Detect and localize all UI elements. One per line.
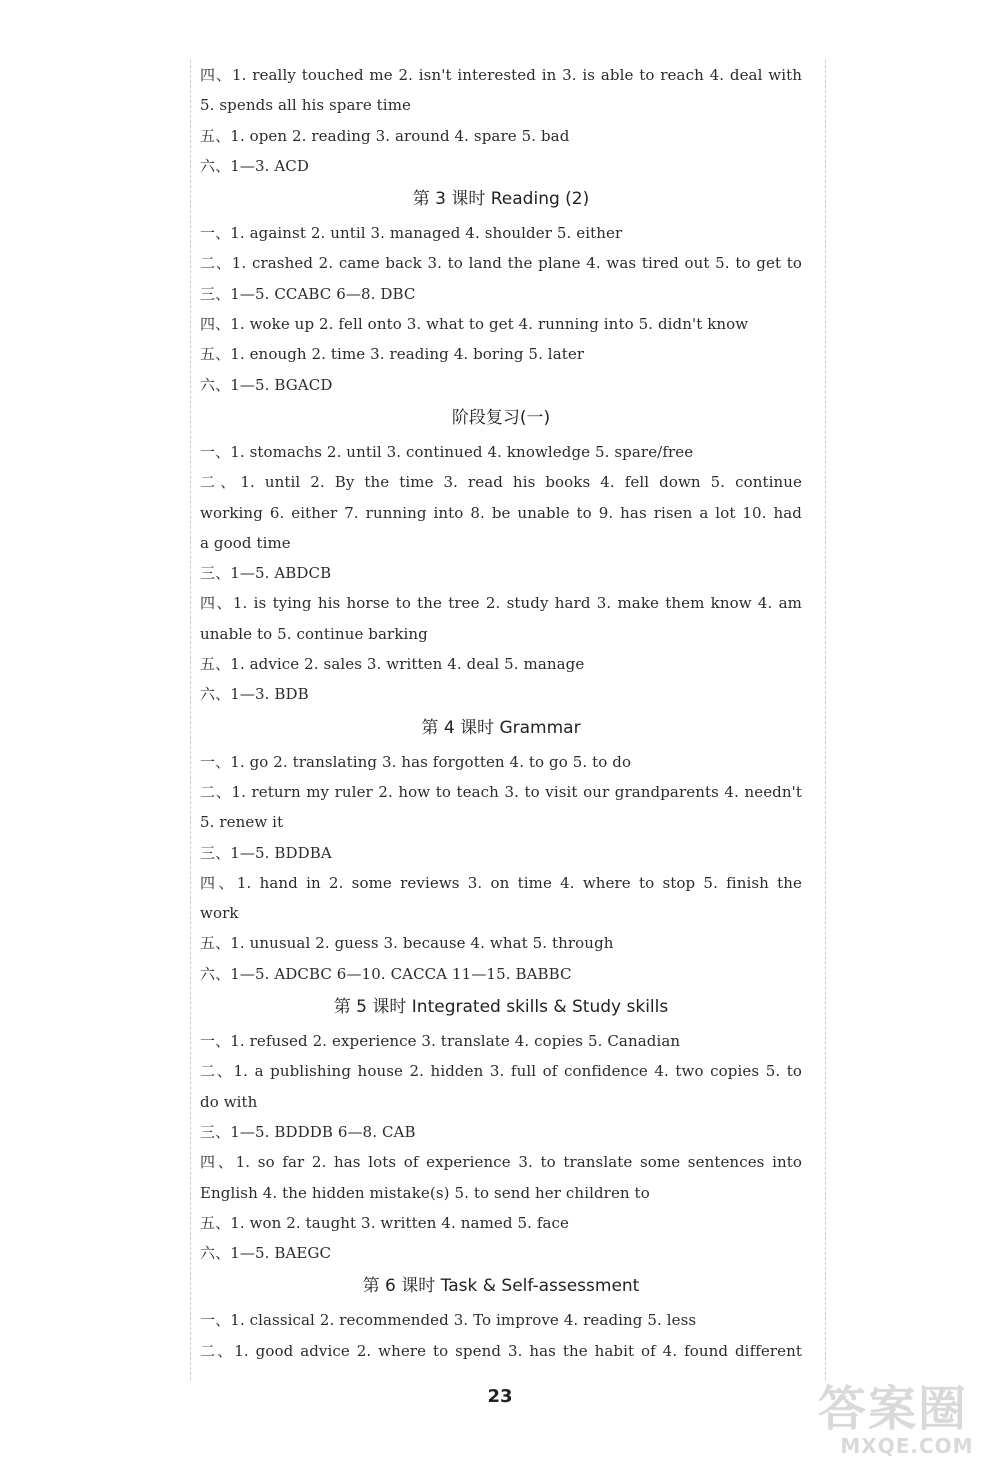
answer-line: 四、1. really touched me 2. isn't interested in 3. is able to reach 4. deal with [200,66,802,84]
answer-line: 一、1. refused 2. experience 3. translate 4. copies 5. Canadian [200,1032,681,1051]
watermark-logo-text: 答案圈 [818,1381,969,1437]
answer-line: 三、1—5. BDDBA [200,843,332,862]
answer-line: 一、1. go 2. translating 3. has forgotten 4. to go 5. to do [200,752,632,771]
answer-line: 五、1. advice 2. sales 3. written 4. deal 5. manage [200,655,585,674]
answer-line: 六、1—3. BDB [200,685,309,704]
watermark-url: MXQE.COM [840,1434,974,1458]
answer-content [200,60,802,1366]
answer-line: 二、1. a publishing house 2. hidden 3. full of confidence 4. two copies 5. to [200,1062,802,1081]
answer-line: 四、1. hand in 2. some reviews 3. on time 4. where to stop 5. finish the [200,873,802,892]
answer-line: 三、1—5. BDDDB 6—8. CAB [200,1122,416,1141]
answer-line: 四、1. so far 2. has lots of experience 3. to translate some sentences into [200,1153,802,1172]
left-dashed-margin-line [190,60,191,1380]
answer-line: 一、1. against 2. until 3. managed 4. shoulder 5. either [200,224,623,243]
page-number: 23 [487,1386,513,1407]
answer-line: working 6. either 7. running into 8. be unable to 9. has risen a lot 10. had [200,503,802,522]
answer-line: a good time [200,533,291,552]
answer-line: unable to 5. continue barking [200,624,428,643]
right-dashed-margin-line [825,60,826,1380]
answer-line: 四、1. is tying his horse to the tree 2. study hard 3. make them know 4. am [200,594,802,613]
answer-line: 二、1. return my ruler 2. how to teach 3. to visit our grandparents 4. needn't [200,782,802,801]
section-heading: 第 6 课时 Task & Self-assessment [362,1276,640,1297]
answer-line: 六、1—5. ADCBC 6—10. CACCA 11—15. BABBC [200,964,572,983]
answer-line: 六、1—5. BAEGC [200,1244,332,1263]
answer-line: 5. spends all his spare time [200,96,411,115]
answer-line: 六、1—3. ACD [200,156,309,175]
answer-line: English 4. the hidden mistake(s) 5. to send her children to [200,1183,650,1202]
answer-line: 5. renew it [200,813,284,832]
section-heading: 第 5 课时 Integrated skills & Study skills [333,997,669,1018]
watermark-logo [818,1370,996,1466]
answer-line: 五、1. won 2. taught 3. written 4. named 5. face [200,1213,570,1232]
answer-line: 一、1. classical 2. recommended 3. To improve 4. reading 5. less [200,1311,697,1330]
answer-line: 五、1. open 2. reading 3. around 4. spare 5. bad [200,126,570,145]
answer-line: 一、1. stomachs 2. until 3. continued 4. knowledge 5. spare/free [200,442,694,461]
section-heading: 第 4 课时 Grammar [421,717,581,738]
section-heading: 第 3 课时 Reading (2) [412,189,590,210]
answer-line: 二、1. good advice 2. where to spend 3. has the habit of 4. found different [200,1341,802,1360]
answer-line: 五、1. enough 2. time 3. reading 4. boring 5. later [200,345,585,364]
answer-line: 二、1. crashed 2. came back 3. to land the plane 4. was tired out 5. to get to [200,254,802,273]
answer-line: 四、1. woke up 2. fell onto 3. what to get 4. running into 5. didn't know [200,315,749,334]
answer-line: 三、1—5. CCABC 6—8. DBC [200,284,416,303]
answer-line: work [200,904,239,923]
section-heading: 阶段复习(一) [451,407,551,428]
answer-line: 五、1. unusual 2. guess 3. because 4. what 5. through [200,934,614,953]
answer-line: 三、1—5. ABDCB [200,564,332,583]
answer-line: 六、1—5. BGACD [200,375,333,394]
answer-line: 二、1. until 2. By the time 3. read his books 4. fell down 5. continue [200,473,802,492]
answer-line: do with [200,1092,258,1111]
